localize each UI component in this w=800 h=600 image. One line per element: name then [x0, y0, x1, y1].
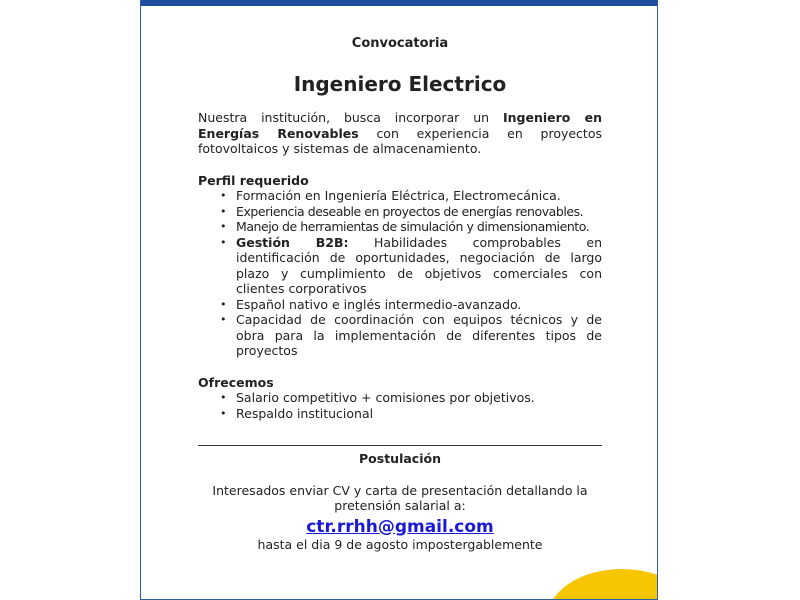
- profile-heading: Perfil requerido: [198, 172, 309, 188]
- top-color-bar: [141, 0, 657, 6]
- b2b-label: Gestión B2B:: [236, 234, 349, 250]
- yellow-corner-shape: [547, 569, 658, 600]
- intro-highlight: Ingeniero en Energías Renovables: [198, 110, 603, 141]
- intro-lead: Nuestra institución, busca incorporar un: [198, 110, 503, 125]
- list-item: • Salario competitivo + comisiones por objetivos.: [220, 390, 602, 406]
- list-item: • Español nativo e inglés intermedio-avanzado.: [220, 297, 602, 313]
- document-content: [198, 36, 602, 552]
- list-item: • Capacidad de coordinación con equipos técnicos y de obra para la implementación de diferentes tipos de proyectos: [220, 312, 602, 359]
- offer-heading: Ofrecemos: [198, 374, 274, 390]
- document-title: Ingeniero Electrico: [293, 72, 507, 96]
- list-item: • Respaldo institucional: [220, 406, 602, 422]
- apply-instructions: Interesados enviar CV y carta de presentación detallando la pretensión salarial a:: [212, 482, 588, 513]
- apply-heading: Postulación: [359, 451, 441, 466]
- offer-list: [220, 390, 602, 421]
- b2b-text: Habilidades comprobables en identificación de oportunidades, negociación de largo plazo y cumplimiento de objetivos comerciales con clientes corporativos: [236, 234, 602, 296]
- profile-list: [220, 188, 602, 359]
- deadline-text: hasta el dia 9 de agosto impostergablemente: [257, 536, 543, 552]
- list-item: [220, 235, 602, 297]
- intro-paragraph: [198, 110, 602, 157]
- list-item: • Experiencia deseable en proyectos de energías renovables.: [220, 204, 602, 220]
- list-item: • Manejo de herramientas de simulación y dimensionamiento.: [220, 219, 602, 235]
- list-item: • Formación en Ingeniería Eléctrica, Electromecánica.: [220, 188, 602, 204]
- document-page: [140, 0, 658, 600]
- document-kicker: Convocatoria: [351, 36, 449, 51]
- email-link[interactable]: ctr.rrhh@gmail.com: [306, 516, 494, 537]
- intro-rest: con experiencia en proyectos fotovoltaicos y sistemas de almacenamiento.: [198, 125, 602, 156]
- email-line: [198, 517, 602, 537]
- section-divider: [198, 445, 602, 446]
